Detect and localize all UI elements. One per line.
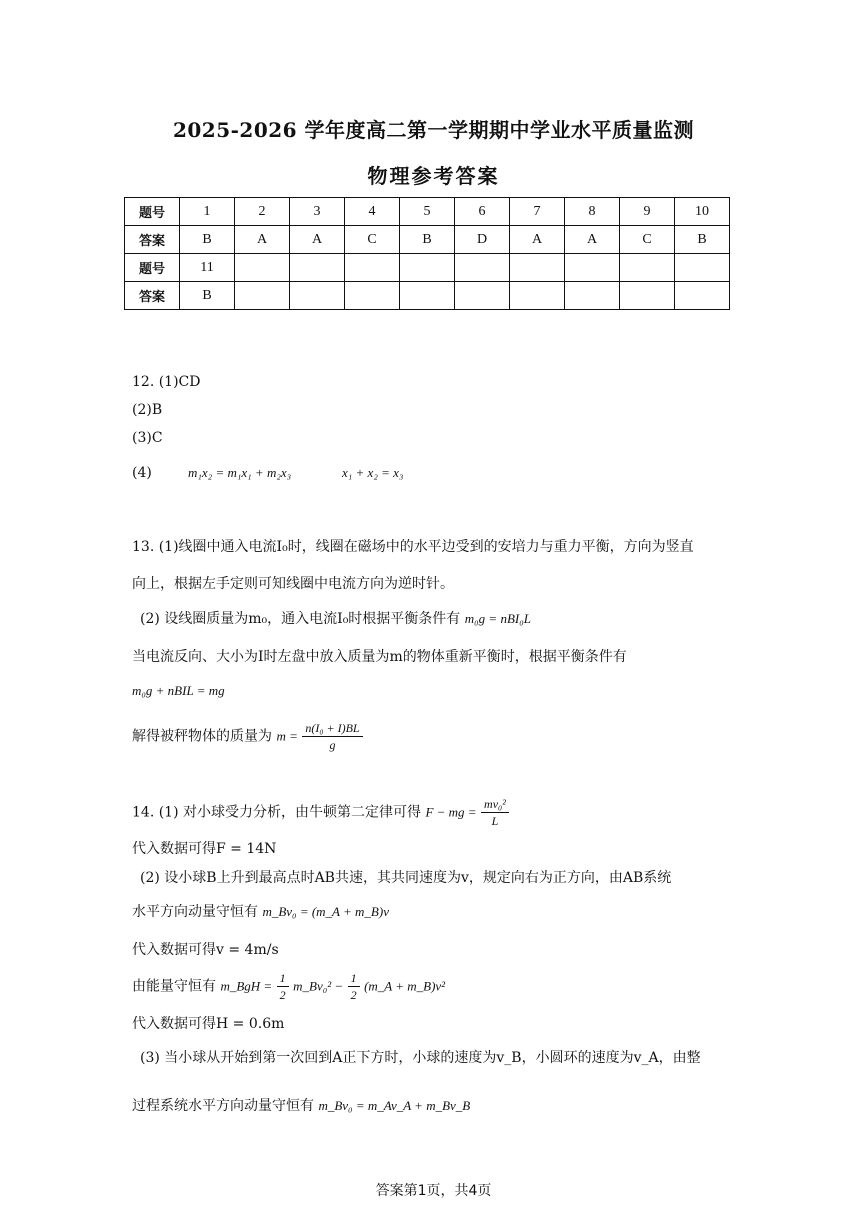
question-row-2-cell: [620, 254, 675, 282]
question-row-2-cell: [400, 254, 455, 282]
question-row-2-cell: [565, 254, 620, 282]
q12-part3: (3)C: [132, 430, 163, 446]
q14-line1: [132, 796, 509, 829]
q14-energy-b: m_Bv₀² −: [293, 978, 344, 994]
question-row-1-cell: 3: [290, 198, 345, 226]
page-subtitle: 物理参考答案: [367, 164, 500, 188]
question-row-2-cell: [455, 254, 510, 282]
question-row-1-cell: 1: [180, 198, 235, 226]
q12-part4-eq2: x₁ + x₂ = x₃: [342, 465, 404, 480]
answer-row-2-cell: [290, 282, 345, 310]
q13-eq-reverse: m₀g + nBIL = mg: [132, 683, 225, 698]
question-row-1-cell: 8: [565, 198, 620, 226]
question-row-1-cell: 6: [455, 198, 510, 226]
question-row-1-cell: 9: [620, 198, 675, 226]
answer-row-2-cell: [510, 282, 565, 310]
answer-row-2-cell: [675, 282, 730, 310]
table-row: [125, 198, 730, 226]
question-row-2-cell: [235, 254, 290, 282]
answer-row-2-cell: [345, 282, 400, 310]
q12-part2: (2)B: [132, 402, 163, 418]
question-row-2-cell: [675, 254, 730, 282]
answer-row-2-cell: [235, 282, 290, 310]
answer-row-2-cell: [400, 282, 455, 310]
question-row-1-cell: 2: [235, 198, 290, 226]
row-header: 答案: [125, 226, 180, 254]
answer-row-1-cell: A: [510, 226, 565, 254]
q14-total-momentum-eq: m_Bv₀ = m_Av_A + m_Bv_B: [318, 1098, 471, 1113]
q13-line3: [140, 609, 531, 629]
question-row-2-cell: [345, 254, 400, 282]
q14-line9-text: 过程系统水平方向动量守恒有: [132, 1098, 314, 1114]
answer-row-1-cell: C: [620, 226, 675, 254]
question-row-2-cell: [290, 254, 345, 282]
question-row-1-cell: 7: [510, 198, 565, 226]
q14-energy-c: (m_A + m_B)v²: [364, 978, 446, 994]
q14-energy-frac1-num: 1: [277, 970, 289, 987]
q13-line1: 13. (1)线圈中通入电流I₀时，线圈在磁场中的水平边受到的安培力与重力平衡，方向为竖直: [132, 539, 694, 555]
q13-line6: [132, 720, 363, 753]
q14-line4: [132, 902, 389, 922]
answer-row-1-cell: B: [675, 226, 730, 254]
answer-row-1-cell: A: [565, 226, 620, 254]
answer-row-2-cell: [620, 282, 675, 310]
q14-line7: 代入数据可得H = 0.6m: [132, 1016, 285, 1032]
q12-part4-eq1: m₁x₂ = m₁x₁ + m₂x₃: [188, 465, 292, 480]
row-header: 题号: [125, 198, 180, 226]
q14-momentum-eq: m_Bv₀ = (m_A + m_B)v: [262, 904, 389, 919]
answer-table: [124, 197, 730, 310]
q13-mass-lhs: m =: [276, 728, 298, 744]
table-row: [125, 226, 730, 254]
q14-newton-fraction: [481, 796, 509, 829]
q14-energy-frac2-den: 2: [350, 988, 357, 1002]
answer-row-1-cell: D: [455, 226, 510, 254]
q13-eq-balance: m₀g = nBI₀L: [464, 611, 531, 626]
q13-mass-fraction: [302, 720, 362, 753]
answer-row-1-cell: C: [345, 226, 400, 254]
q14-line4-text: 水平方向动量守恒有: [132, 904, 258, 920]
q14-energy-frac1: [277, 970, 289, 1003]
q14-line2: 代入数据可得F = 14N: [132, 841, 277, 857]
table-row: [125, 282, 730, 310]
q14-energy-a: m_BgH =: [220, 978, 273, 994]
page-footer: 答案第1页，共4页: [375, 1183, 492, 1199]
row-header: 题号: [125, 254, 180, 282]
answer-row-1-cell: A: [290, 226, 345, 254]
q13-line6-text: 解得被秤物体的质量为: [132, 728, 272, 745]
q14-newton-denominator: L: [491, 814, 499, 828]
q14-energy-frac1-den: 2: [279, 988, 286, 1002]
q14-energy-frac2: [348, 970, 360, 1003]
question-row-2-cell: 11: [180, 254, 235, 282]
q12-part1: 12. (1)CD: [132, 374, 201, 390]
q14-line8: (3) 当小球从开始到第一次回到A正下方时，小球的速度为v_B，小圆环的速度为v_A，由整: [140, 1050, 701, 1066]
q12-part4-label: (4): [132, 465, 152, 481]
answer-row-1-cell: B: [400, 226, 455, 254]
q13-line3-text: (2) 设线圈质量为m₀，通入电流I₀时根据平衡条件有: [140, 611, 461, 627]
q14-energy-frac2-num: 1: [348, 970, 360, 987]
q13-mass-numerator: n(I₀ + I)BL: [302, 720, 362, 737]
q14-line6: [132, 970, 445, 1003]
page-title: 2025-2026 学年度高二第一学期期中学业水平质量监测: [172, 118, 695, 142]
question-row-1-cell: 10: [675, 198, 730, 226]
q13-line4: 当电流反向、大小为I时左盘中放入质量为m的物体重新平衡时，根据平衡条件有: [132, 649, 627, 665]
q14-line5: 代入数据可得v = 4m/s: [132, 942, 279, 958]
table-row: [125, 254, 730, 282]
question-row-1-cell: 5: [400, 198, 455, 226]
q13-line2: 向上，根据左手定则可知线圈中电流方向为逆时针。: [132, 576, 454, 592]
answer-row-2-cell: B: [180, 282, 235, 310]
question-row-2-cell: [510, 254, 565, 282]
question-row-1-cell: 4: [345, 198, 400, 226]
answer-row-1-cell: A: [235, 226, 290, 254]
q14-line3: (2) 设小球B上升到最高点时AB共速，其共同速度为v，规定向右为正方向，由AB系统: [140, 870, 672, 886]
answer-row-2-cell: [455, 282, 510, 310]
q14-line6-text: 由能量守恒有: [132, 978, 216, 995]
q13-mass-denominator: g: [329, 738, 336, 752]
q14-newton-numerator: mv₀²: [481, 796, 509, 813]
q14-line1-text: 14. (1) 对小球受力分析，由牛顿第二定律可得: [132, 804, 421, 821]
answer-row-2-cell: [565, 282, 620, 310]
answer-row-1-cell: B: [180, 226, 235, 254]
q14-newton-lhs: F − mg =: [425, 804, 477, 820]
row-header: 答案: [125, 282, 180, 310]
q14-line9: [132, 1096, 470, 1116]
